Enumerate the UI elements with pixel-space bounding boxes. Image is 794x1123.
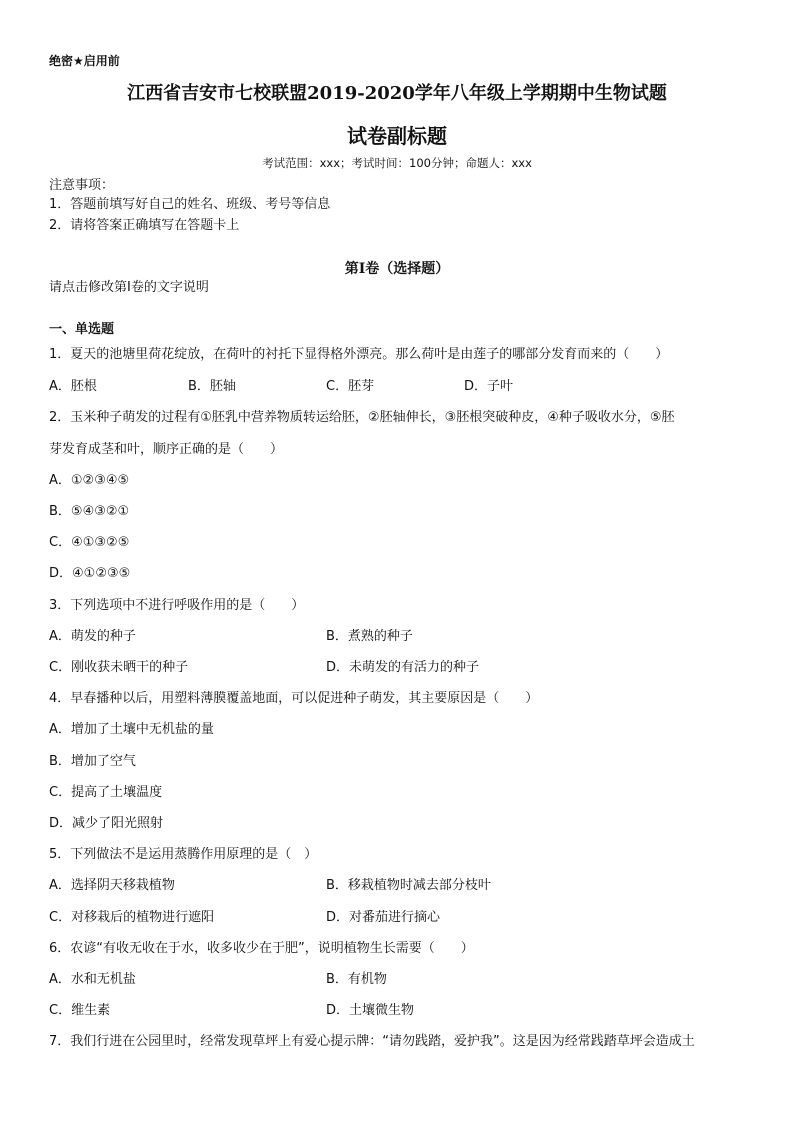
question-stem: 5．下列做法不是运用蒸腾作用原理的是（ ）: [49, 847, 318, 862]
option-b: B．增加了空气: [49, 754, 136, 769]
option-b: B．⑤④③②①: [49, 504, 130, 519]
option-a: A．胚根: [49, 379, 97, 394]
option-d: D．减少了阳光照射: [49, 816, 164, 831]
option-c: C．维生素: [49, 1003, 111, 1018]
option-b: B．有机物: [326, 972, 387, 987]
option-a: A．水和无机盐: [49, 972, 136, 987]
option-a: A．萌发的种子: [49, 629, 136, 644]
option-a: A．①②③④⑤: [49, 473, 130, 488]
option-b: B．移栽植物时减去部分枝叶: [326, 878, 491, 893]
option-b: B．煮熟的种子: [326, 629, 413, 644]
confidential-mark: 绝密★启用前: [49, 54, 120, 68]
question-stem: 7．我们行进在公园里时，经常发现草坪上有爱心提示牌：“请勿践踏，爱护我”。这是因为经常践踏草坪会造成土: [49, 1034, 695, 1049]
section-title: 一、单选题: [49, 322, 115, 337]
option-c: C．④①③②⑤: [49, 535, 130, 550]
option-d: D．未萌发的有活力的种子: [326, 660, 480, 675]
question-stem: 6．农谚“有收无收在于水，收多收少在于肥”，说明植物生长需要（ ）: [49, 941, 474, 956]
option-c: C．胚芽: [326, 379, 375, 394]
exam-title: 江西省吉安市七校联盟2019-2020学年八年级上学期期中生物试题: [127, 83, 667, 104]
part-title: 第I卷（选择题）: [344, 261, 450, 277]
option-d: D．对番茄进行摘心: [326, 910, 441, 925]
exam-subtitle: 试卷副标题: [347, 124, 447, 148]
option-a: A．增加了土壤中无机盐的量: [49, 722, 214, 737]
option-d: D．土壤微生物: [326, 1003, 415, 1018]
option-c: C．提高了土壤温度: [49, 785, 163, 800]
exam-info: 考试范围：xxx；考试时间：100分钟；命题人：xxx: [262, 156, 532, 170]
notice-item: 2．请将答案正确填写在答题卡上: [49, 218, 240, 233]
question-stem: 4．早春播种以后，用塑料薄膜覆盖地面，可以促进种子萌发，其主要原因是（ ）: [49, 691, 539, 706]
question-stem-cont: 芽发育成茎和叶，顺序正确的是（ ）: [49, 442, 284, 457]
option-c: C．刚收获未晒干的种子: [49, 660, 189, 675]
option-a: A．选择阴天移栽植物: [49, 878, 175, 893]
question-stem: 1．夏天的池塘里荷花绽放，在荷叶的衬托下显得格外漂亮。那么荷叶是由莲子的哪部分发育而来的（ ）: [49, 347, 669, 362]
option-d: D．④①②③⑤: [49, 566, 131, 581]
option-c: C．对移栽后的植物进行遮阳: [49, 910, 215, 925]
question-stem: 3．下列选项中不进行呼吸作用的是（ ）: [49, 598, 305, 613]
notice-item: 1．答题前填写好自己的姓名、班级、考号等信息: [49, 197, 331, 212]
part-description: 请点击修改第I卷的文字说明: [49, 280, 209, 295]
question-stem: 2．玉米种子萌发的过程有①胚乳中营养物质转运给胚，②胚轴伸长，③胚根突破种皮，④种子吸收水分，⑤胚: [49, 410, 675, 425]
option-b: B．胚轴: [188, 379, 236, 394]
notice-heading: 注意事项：: [49, 178, 115, 193]
option-d: D．子叶: [464, 379, 514, 394]
